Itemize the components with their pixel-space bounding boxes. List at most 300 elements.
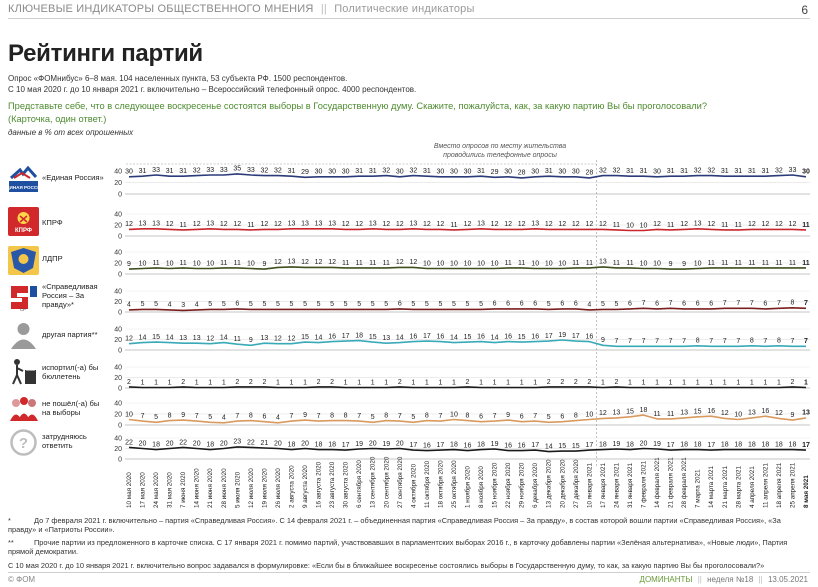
x-tick-label: 17 января 2021 <box>599 462 607 508</box>
data-label: 7 <box>709 338 714 346</box>
data-label: 20 <box>639 440 648 448</box>
data-label: 29 <box>301 169 309 177</box>
data-label: 15 <box>693 408 702 416</box>
x-tick-label: 18 октября 2020 <box>437 460 445 508</box>
data-label: 1 <box>776 379 781 387</box>
data-label: 19 <box>490 440 499 448</box>
y-tick-label: 40 <box>114 168 122 176</box>
data-label: 12 <box>653 221 661 229</box>
data-label: 13 <box>138 220 147 228</box>
x-tick-label: 14 июня 2020 <box>193 468 201 508</box>
data-label: 18 <box>788 441 797 449</box>
data-label: 20 <box>274 440 282 448</box>
data-label: 18 <box>206 441 215 449</box>
data-label: 12 <box>517 221 526 229</box>
footnote-2 <box>8 538 808 556</box>
footer-pub-name: ДОМИНАНТЫ <box>639 575 693 584</box>
data-label: 6 <box>235 300 240 308</box>
data-label: 6 <box>763 300 768 308</box>
footer-sep-1: || <box>697 575 702 584</box>
x-tick-label: 31 января 2021 <box>626 462 634 508</box>
data-label: 13 <box>192 334 201 342</box>
data-label: 6 <box>506 300 511 308</box>
x-tick-label: 10 января 2021 <box>586 462 594 508</box>
data-label: 9 <box>506 411 511 419</box>
y-tick-label: 20 <box>114 446 122 453</box>
data-label: 18 <box>639 406 648 414</box>
x-tick-label: 6 декабря 2020 <box>532 462 540 508</box>
data-label: 2 <box>465 378 470 386</box>
data-label: 13 <box>747 409 756 417</box>
data-label: 11 <box>179 221 187 229</box>
data-label: 11 <box>761 259 770 267</box>
data-label: 31 <box>138 167 147 175</box>
y-tick-label: 0 <box>118 309 122 317</box>
data-label: 32 <box>599 167 607 175</box>
footnote-2-text: Прочие партии из предложенного в карточке списка. С 17 января 2021 г. помимо партий, участвовавших в парламентских выборах 2016 г., в карточку добавлены партии «Зелёная альтернатива», «Новые люди», Партия прямой демократии. <box>8 538 788 556</box>
data-label: 9 <box>668 260 673 268</box>
data-label: 11 <box>247 221 255 229</box>
data-label: 15 <box>301 333 309 341</box>
data-label: 13 <box>802 409 810 417</box>
question-text: Представьте себе, что в следующее воскресенье состоятся выборы в Государственную думу. Скажите, пожалуйста, как, за какую партию Вы бы проголосовали? <box>8 101 708 111</box>
data-label: 5 <box>384 301 389 309</box>
data-label: 5 <box>357 301 362 309</box>
data-label: 19 <box>355 440 364 448</box>
data-label: 10 <box>653 260 661 268</box>
data-label: 18 <box>734 441 743 449</box>
x-tick-label: 26 июля 2020 <box>274 468 282 508</box>
data-label: 18 <box>761 441 770 449</box>
data-label: 19 <box>653 440 661 448</box>
data-label: 12 <box>558 221 567 229</box>
x-tick-label: 11 апреля 2021 <box>762 463 770 508</box>
data-label: 11 <box>653 410 661 418</box>
page-number: 6 <box>801 3 808 17</box>
x-tick-label: 8 ноября 2020 <box>478 466 486 508</box>
data-label: 4 <box>194 301 199 309</box>
data-label: 1 <box>154 379 159 387</box>
data-label: 5 <box>316 301 321 309</box>
data-label: 8 <box>384 412 389 420</box>
y-tick-label: 40 <box>114 249 122 257</box>
y-tick-label: 40 <box>114 435 122 443</box>
data-label: 20 <box>395 440 404 448</box>
data-label: 1 <box>167 379 172 387</box>
data-label: 30 <box>314 168 323 176</box>
data-label: 12 <box>274 335 282 343</box>
x-tick-label: 23 августа 2020 <box>329 461 337 508</box>
data-label: 17 <box>802 441 810 449</box>
data-label: 7 <box>736 338 741 346</box>
data-label: 11 <box>666 410 675 418</box>
x-tick-label: 21 июня 2020 <box>207 468 215 508</box>
data-label: 18 <box>314 441 323 449</box>
data-label: 16 <box>409 333 418 341</box>
data-label: 2 <box>614 378 619 386</box>
data-label: 13 <box>599 258 607 266</box>
data-label: 4 <box>221 414 226 422</box>
data-label: 1 <box>194 379 199 387</box>
data-label: 7 <box>628 338 632 346</box>
data-label: 18 <box>775 441 783 449</box>
data-label: 1 <box>384 379 389 387</box>
data-label: 16 <box>504 333 513 341</box>
data-label: 1 <box>600 379 605 387</box>
data-label: 12 <box>504 221 513 229</box>
data-label: 10 <box>626 222 634 230</box>
data-label: 9 <box>262 260 267 268</box>
data-label: 1 <box>357 379 362 387</box>
data-label: 1 <box>140 379 145 387</box>
data-label: 8 <box>465 412 470 420</box>
data-label: 9 <box>248 337 253 345</box>
x-tick-label: 24 января 2021 <box>613 462 621 508</box>
data-label: 15 <box>152 333 160 341</box>
data-label: 30 <box>341 168 350 176</box>
header-subsection: Политические индикаторы <box>334 3 475 15</box>
data-label: 16 <box>328 333 336 341</box>
data-label: 31 <box>639 167 648 175</box>
data-label: 16 <box>585 333 594 341</box>
data-label: 7 <box>533 412 538 420</box>
data-label: 12 <box>165 221 174 229</box>
data-label: 11 <box>382 259 390 267</box>
data-label: 8 <box>695 337 700 345</box>
data-label: 12 <box>720 410 729 418</box>
data-label: 11 <box>152 259 160 267</box>
x-tick-label: 25 октября 2020 <box>450 460 458 508</box>
data-label: 33 <box>246 166 255 174</box>
data-label: 5 <box>208 414 213 422</box>
x-tick-label: 20 декабря 2020 <box>559 459 567 508</box>
data-label: 1 <box>479 379 483 387</box>
data-label: 31 <box>680 167 689 175</box>
data-label: 17 <box>544 332 553 340</box>
data-label: 13 <box>314 220 323 228</box>
x-tick-label: 14 марта 2021 <box>708 465 716 508</box>
data-label: 6 <box>573 300 578 308</box>
data-label: 7 <box>641 300 646 308</box>
data-label: 31 <box>179 167 188 175</box>
data-label: 9 <box>790 411 795 419</box>
data-label: 8 <box>573 412 578 420</box>
data-label: 6 <box>655 300 660 308</box>
footnote-1-text: До 7 февраля 2021 г. включительно – партия «Справедливая Россия». С 14 февраля 2021 г. – объединенная партия «Справедливая Россия – За правду», в состав которой вошли партии «Справедливая Россия», «За правду» и «Патриоты России». <box>8 516 781 534</box>
data-label: 30 <box>653 168 661 176</box>
data-label: 18 <box>720 441 729 449</box>
data-label: 17 <box>436 441 445 449</box>
x-tick-label: 27 сентября 2020 <box>396 456 404 508</box>
survey-line-1: Опрос «ФОМнибус» 6–8 мая. 104 населенных пункта, 53 субъекта РФ. 1500 респондентов. <box>8 74 348 83</box>
data-label: 12 <box>192 221 201 229</box>
data-label: 6 <box>519 413 524 421</box>
data-label: 11 <box>612 259 621 267</box>
data-label: 13 <box>260 334 269 342</box>
data-label: 11 <box>802 221 810 229</box>
data-label: 6 <box>479 413 483 421</box>
data-label: 2 <box>397 378 402 386</box>
data-label: 31 <box>477 167 485 175</box>
data-label: 19 <box>612 440 621 448</box>
data-label: 10 <box>192 260 201 268</box>
data-label: 2 <box>235 378 240 386</box>
data-label: 5 <box>330 301 335 309</box>
data-label: 20 <box>301 440 309 448</box>
data-label: 2 <box>330 378 335 386</box>
data-label: 11 <box>775 259 783 267</box>
data-label: 4 <box>275 414 280 422</box>
x-tick-label: 18 апреля 2021 <box>775 462 783 508</box>
data-label: 33 <box>152 166 160 174</box>
data-label: 13 <box>409 220 418 228</box>
data-label: 8 <box>749 337 754 345</box>
data-label: 11 <box>612 221 621 229</box>
data-label: 12 <box>775 221 783 229</box>
footer-publication <box>640 575 808 584</box>
data-label: 1 <box>668 379 673 387</box>
data-label: 30 <box>558 168 567 176</box>
data-label: 14 <box>490 334 499 342</box>
data-label: 14 <box>450 334 458 342</box>
data-label: 1 <box>655 379 660 387</box>
data-label: 12 <box>301 259 309 267</box>
footnote-3: С 10 мая 2020 г. до 10 января 2021 г. включительно вопрос задавался в формулировке: «Если бы в ближайшее воскресенье состоялись выборы в Государственную думу, то как, за какую партию Вы бы проголосовали?» <box>8 561 765 570</box>
data-label: 13 <box>693 220 702 228</box>
data-label: 12 <box>490 221 499 229</box>
page-title: Рейтинги партий <box>8 40 203 67</box>
data-label: 1 <box>736 379 741 387</box>
data-label: 1 <box>804 379 808 387</box>
data-label: 19 <box>558 331 567 339</box>
data-label: 1 <box>641 379 646 387</box>
data-label: 6 <box>682 300 687 308</box>
data-label: 17 <box>707 441 716 449</box>
data-label: 9 <box>127 260 131 268</box>
data-label: 7 <box>316 412 321 420</box>
data-label: 11 <box>450 221 458 229</box>
party-label-ldpr: ЛДПР <box>42 254 63 263</box>
x-tick-label: 14 февраля 2021 <box>654 457 662 508</box>
data-label: 2 <box>316 378 321 386</box>
data-label: 33 <box>206 166 215 174</box>
data-label: 17 <box>341 332 350 340</box>
data-label: 17 <box>585 441 594 449</box>
data-label: 16 <box>504 442 513 450</box>
data-label: 12 <box>314 259 323 267</box>
data-label: 11 <box>748 259 756 267</box>
data-label: 13 <box>612 409 621 417</box>
data-label: 10 <box>639 222 648 230</box>
data-label: 1 <box>303 379 307 387</box>
y-tick-label: 0 <box>118 422 122 430</box>
data-label: 35 <box>233 165 242 173</box>
data-label: 6 <box>397 300 402 308</box>
data-label: 12 <box>599 410 607 418</box>
x-tick-label: 28 июня 2020 <box>220 468 228 508</box>
data-label: 7 <box>438 412 443 420</box>
data-label: 12 <box>233 221 242 229</box>
data-label: 11 <box>626 259 634 267</box>
data-label: 15 <box>368 333 377 341</box>
data-label: 5 <box>438 301 443 309</box>
party-label-undecided: затрудняюсь ответить <box>42 432 87 450</box>
x-tick-label: 13 декабря 2020 <box>545 459 553 508</box>
data-label: 10 <box>490 260 499 268</box>
x-tick-label: 21 марта 2021 <box>721 465 729 508</box>
data-label: 18 <box>287 441 296 449</box>
data-label: 16 <box>477 333 485 341</box>
data-label: 1 <box>722 379 727 387</box>
data-label: 10 <box>558 260 567 268</box>
y-tick-label: 20 <box>114 222 122 230</box>
data-label: 1 <box>411 379 416 387</box>
data-label: 31 <box>734 167 743 175</box>
data-label: 16 <box>422 442 431 450</box>
data-label: 8 <box>776 337 781 345</box>
data-label: 4 <box>127 301 131 309</box>
data-label: 1 <box>343 379 348 387</box>
data-label: 7 <box>194 412 199 420</box>
data-label: 12 <box>788 221 797 229</box>
y-tick-label: 20 <box>114 337 122 344</box>
x-tick-label: 10 мая 2020 <box>126 472 133 508</box>
y-tick-label: 20 <box>114 411 122 419</box>
data-label: 18 <box>450 441 458 449</box>
data-label: 18 <box>477 441 485 449</box>
data-label: 1 <box>519 379 524 387</box>
data-label: 11 <box>369 259 377 267</box>
data-label: 4 <box>167 301 172 309</box>
data-label: 12 <box>328 259 336 267</box>
data-label: 5 <box>221 301 226 309</box>
data-label: 6 <box>628 300 632 308</box>
data-label: 30 <box>436 168 445 176</box>
data-label: 13 <box>287 220 296 228</box>
data-label: 11 <box>734 221 742 229</box>
x-tick-label: 30 августа 2020 <box>342 461 350 508</box>
data-label: 10 <box>450 411 458 419</box>
data-label: 12 <box>761 221 770 229</box>
data-label: 5 <box>343 301 348 309</box>
data-label: 7 <box>668 338 673 346</box>
data-label: 5 <box>465 301 470 309</box>
data-label: 12 <box>219 221 228 229</box>
party-label-other: другая партия** <box>42 330 98 339</box>
data-label: 9 <box>303 411 307 419</box>
x-tick-label: 5 июля 2020 <box>234 471 242 508</box>
x-tick-label: 4 октября 2020 <box>410 463 418 508</box>
data-label: 10 <box>206 260 215 268</box>
data-label: 5 <box>154 301 159 309</box>
footnote-1 <box>8 516 808 534</box>
data-label: 15 <box>517 333 526 341</box>
data-label: 13 <box>152 220 160 228</box>
data-label: 12 <box>287 335 296 343</box>
data-label: 8 <box>343 412 348 420</box>
x-tick-label: 24 мая 2020 <box>153 472 161 508</box>
data-label: 32 <box>382 167 391 175</box>
footer-brand: © ФОМ <box>8 575 36 584</box>
data-label: 11 <box>666 221 675 229</box>
data-label: 1 <box>506 379 511 387</box>
data-label: 5 <box>262 301 267 309</box>
data-label: 1 <box>221 379 226 387</box>
data-label: 17 <box>571 332 580 340</box>
data-label: 12 <box>274 221 282 229</box>
data-label: 2 <box>587 378 592 386</box>
question-card-note: (Карточка, один ответ.) <box>8 114 107 124</box>
data-label: 15 <box>558 442 567 450</box>
data-label: 11 <box>179 259 187 267</box>
data-label: 31 <box>544 167 553 175</box>
data-label: 12 <box>274 259 282 267</box>
data-label: 8 <box>330 412 335 420</box>
data-label: 17 <box>422 332 431 340</box>
data-label: 6 <box>262 413 267 421</box>
data-label: 12 <box>571 221 580 229</box>
unit-note: данные в % от всех опрошенных <box>8 128 134 137</box>
svg-text:СР: СР <box>20 307 26 312</box>
data-label: 13 <box>179 334 188 342</box>
x-tick-label: 12 июля 2020 <box>247 468 255 508</box>
y-tick-label: 20 <box>114 180 122 187</box>
data-label: 12 <box>599 221 607 229</box>
data-label: 1 <box>275 379 280 387</box>
data-label: 13 <box>368 220 377 228</box>
data-label: 5 <box>424 301 429 309</box>
x-tick-label: 25 апреля 2021 <box>789 462 797 508</box>
data-label: 10 <box>734 411 743 419</box>
data-label: 5 <box>289 301 294 309</box>
data-label: 3 <box>181 302 186 310</box>
data-label: 10 <box>436 260 445 268</box>
data-label: 5 <box>411 301 416 309</box>
data-label: 15 <box>571 442 580 450</box>
svg-text:?: ? <box>18 435 29 452</box>
data-label: 16 <box>517 442 526 450</box>
data-label: 31 <box>747 167 756 175</box>
data-label: 11 <box>788 259 797 267</box>
data-label: 13 <box>287 258 296 266</box>
data-label: 10 <box>125 411 133 419</box>
data-label: 32 <box>192 167 201 175</box>
x-tick-label: 28 марта 2021 <box>735 465 743 508</box>
data-label: 20 <box>219 440 228 448</box>
data-label: 20 <box>192 440 201 448</box>
data-label: 20 <box>138 440 147 448</box>
y-tick-label: 0 <box>118 233 122 241</box>
y-tick-label: 40 <box>114 400 122 408</box>
data-label: 30 <box>395 168 404 176</box>
data-label: 32 <box>707 167 716 175</box>
survey-line-2: С 10 мая 2020 г. до 10 января 2021 г. включительно – Всероссийский телефонный опрос. 4000 респондентов. <box>8 85 417 94</box>
x-tick-label: 19 июля 2020 <box>261 468 269 508</box>
data-label: 7 <box>763 338 768 346</box>
data-label: 5 <box>303 301 307 309</box>
data-label: 17 <box>409 441 418 449</box>
data-label: 7 <box>614 338 619 346</box>
data-label: 1 <box>628 379 632 387</box>
data-label: 12 <box>395 259 404 267</box>
data-label: 28 <box>585 169 594 177</box>
x-tick-label: 7 июня 2020 <box>180 471 188 508</box>
x-tick-label: 6 сентября 2020 <box>356 460 364 508</box>
data-label: 11 <box>721 259 729 267</box>
data-label: 6 <box>695 300 700 308</box>
data-label: 7 <box>790 338 795 346</box>
data-label: 7 <box>641 338 646 346</box>
